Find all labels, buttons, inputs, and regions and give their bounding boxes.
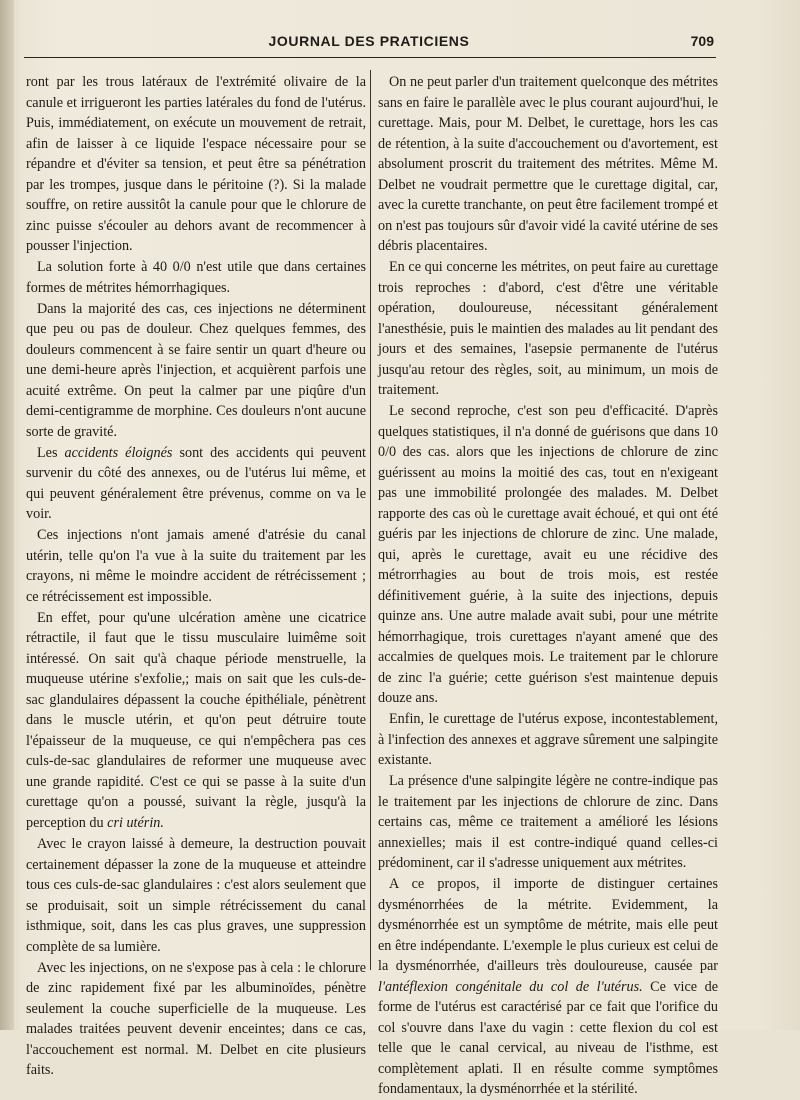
left-paragraph-4-end: sont des accidents qui peuvent survenir du côté des annexes, ou de l'utérus lui même, et qui peuvent généralement être prévenus, comme on va le voir. [26, 444, 366, 523]
left-paragraph-2: La solution forte à 40 0/0 n'est utile que dans certaines formes de métrites hémorrhagiques. [26, 259, 366, 296]
page-binding-edge [0, 0, 14, 1030]
column-divider [370, 70, 371, 970]
right-paragraph-6-start: A ce propos, il importe de distinguer certaines dysménorrhées de la métrite. Evidemment, la dysménorrhée est un symptôme de métrite, mais elle peut en être indépendante. L'exemple le plus curieux est celui de la dysménorrhée, d'ailleurs très douloureuse, causée par [378, 876, 718, 975]
left-paragraph-1: ront par les trous latéraux de l'extrémité olivaire de la canule et irrigueront les parties latérales du fond de l'utérus. Puis, immédiatement, on exécute un mouvement de retrait, afin de laisser à ce liquide l'espace nécessaire pour se répandre et d'éviter sa tension, et peut être sa pénétration par les trompes, jusque dans le péritoine (?). Si la malade souffre, on retire aussitôt la canule pour que le chlorure de zinc puisse s'écouler au dehors avant de recommencer à pousser l'injection. [26, 74, 366, 254]
left-paragraph-4 [26, 443, 366, 525]
right-paragraph-4: Enfin, le curettage de l'utérus expose, incontestablement, à l'infection des annexes et aggrave sûrement une salpingite existante. [378, 711, 718, 769]
left-paragraph-6 [26, 608, 366, 834]
page-header [24, 33, 714, 55]
left-column [26, 72, 366, 1079]
header-rule [24, 57, 716, 58]
right-paragraph-5: La présence d'une salpingite légère ne contre-indique pas le traitement par les injections de chlorure de zinc. Dans certains cas, même ce traitement a amélioré les lésions annexielles; mais il est contre-indiqué quand celles-ci prédominent, car il s'adresse uniquement aux métrites. [378, 773, 718, 872]
right-paragraph-6-italic: l'antéflexion congénitale du col de l'utérus. [378, 978, 643, 995]
right-paragraph-6 [378, 874, 718, 1100]
right-paragraph-1: On ne peut parler d'un traitement quelconque des métrites sans en faire le parallèle avec le plus courant aujourd'hui, le curettage. Mais, pour M. Delbet, le curettage, hors les cas de rétention, à la suite d'accouchement ou d'avortement, est absolument proscrit du traitement des métrites. Même M. Delbet ne voudrait permettre que le curettage digital, car, avec la curette tranchante, on peut être facilement trompé et on n'est pas toujours sûr d'avoir vidé la cavité utérine de ses débris placentaires. [378, 74, 718, 254]
left-paragraph-5: Ces injections n'ont jamais amené d'atrésie du canal utérin, telle qu'on l'a vue à la suite du traitement par les crayons, ni même le moindre accident de rétrécissement ; ce rétrécissement est impossible. [26, 527, 366, 605]
left-paragraph-6-italic: cri utérin. [107, 814, 164, 831]
right-column [378, 72, 718, 1098]
left-paragraph-6-start: En effet, pour qu'une ulcération amène une cicatrice rétractile, il faut que le tissu musculaire luimême soit intéressé. On sait qu'à chaque période menstruelle, la muqueuse utérine s'exfolie,; mais on sait que les culs-de-sac glandulaires dépassent la couche épithéliale, pénètrent dans le muscle utérin, et qu'on peut détruire toute l'épaisseur de la muqueuse, ce qui n'empêchera pas ces culs-de-sac glandulaires de reformer une muqueuse avec une grande rapidité. C'est ce qui se passe à la suite d'un curettage qu'on a poussé, suivant la règle, jusqu'à la perception du [26, 609, 366, 831]
left-paragraph-4-start: Les [37, 444, 65, 461]
left-paragraph-8: Avec les injections, on ne s'expose pas à cela : le chlorure de zinc rapidement fixé par les albuminoïdes, pénètre seulement la couche superficielle de la muqueuse. Les malades traitées peuvent devenir enceintes; dans ce cas, l'accouchement est normal. M. Delbet en cite plusieurs faits. [26, 959, 366, 1079]
running-title: JOURNAL DES PRATICIENS [268, 33, 470, 49]
left-paragraph-3: Dans la majorité des cas, ces injections ne déterminent que peu ou pas de douleur. Chez quelques femmes, des douleurs commencent à se faire sentir un quart d'heure ou une demi-heure après l'injection, et acquièrent parfois une acuité extrême. On peut la calmer par une piqûre d'un demi-centigramme de morphine. Ces douleurs n'ont aucune sorte de gravité. [26, 300, 366, 440]
right-paragraph-6-end: Ce vice de forme de l'utérus est caractérisé par ce fait que l'orifice du col s'ouvre dans l'axe du vagin : cette flexion du col est telle que le canal cervical, au niveau de l'isthme, est complètement aplati. Il en résulte comme symptômes fondamentaux, la dysménorrhée et la stérilité. [378, 978, 718, 1098]
left-paragraph-7: Avec le crayon laissé à demeure, la destruction pouvait certainement dépasser la zone de la muqueuse et atteindre tous ces culs-de-sac glandulaires : c'est alors seulement que se produisait, soit un simple rétrécissement du canal isthmique, soit, dans les cas plus graves, une suppression complète de sa lumière. [26, 836, 366, 955]
right-paragraph-3: Le second reproche, c'est son peu d'efficacité. D'après quelques statistiques, il n'a donné de guérisons que dans 10 0/0 des cas. alors que les injections de chlorure de zinc guérissent au moins la moitié des cas, tout en n'exigeant pas une immobilité prolongée des malades. M. Delbet rapporte des cas où le curettage avait échoué, et qui ont été guéris par les injections de chlorure de zinc. Une malade, qui, après le curettage, avait eu une récidive des métrorrhagies au bout de trois mois, est restée définitivement guérie, à la suite des injections, depuis quinze ans. Une autre malade avait subi, pour une métrite hémorrhagique, trois curettages n'ayant amené que des accalmies de quelques mois. Le traitement par le chlorure de zinc l'a guérie; cette guérison s'est maintenue depuis douze ans. [378, 403, 718, 707]
right-paragraph-2: En ce qui concerne les métrites, on peut faire au curettage trois reproches : d'abord, c'est d'être une véritable opération, douloureuse, nécessitant généralement l'anesthésie, puis le maintien des malades au lit pendant des jours et des semaines, l'asepsie permanente de l'utérus jusqu'au retour des règles, soit, au minimum, un mois de traitement. [378, 259, 718, 399]
left-paragraph-4-italic: accidents éloignés [64, 444, 173, 461]
page-number: 709 [690, 33, 714, 49]
